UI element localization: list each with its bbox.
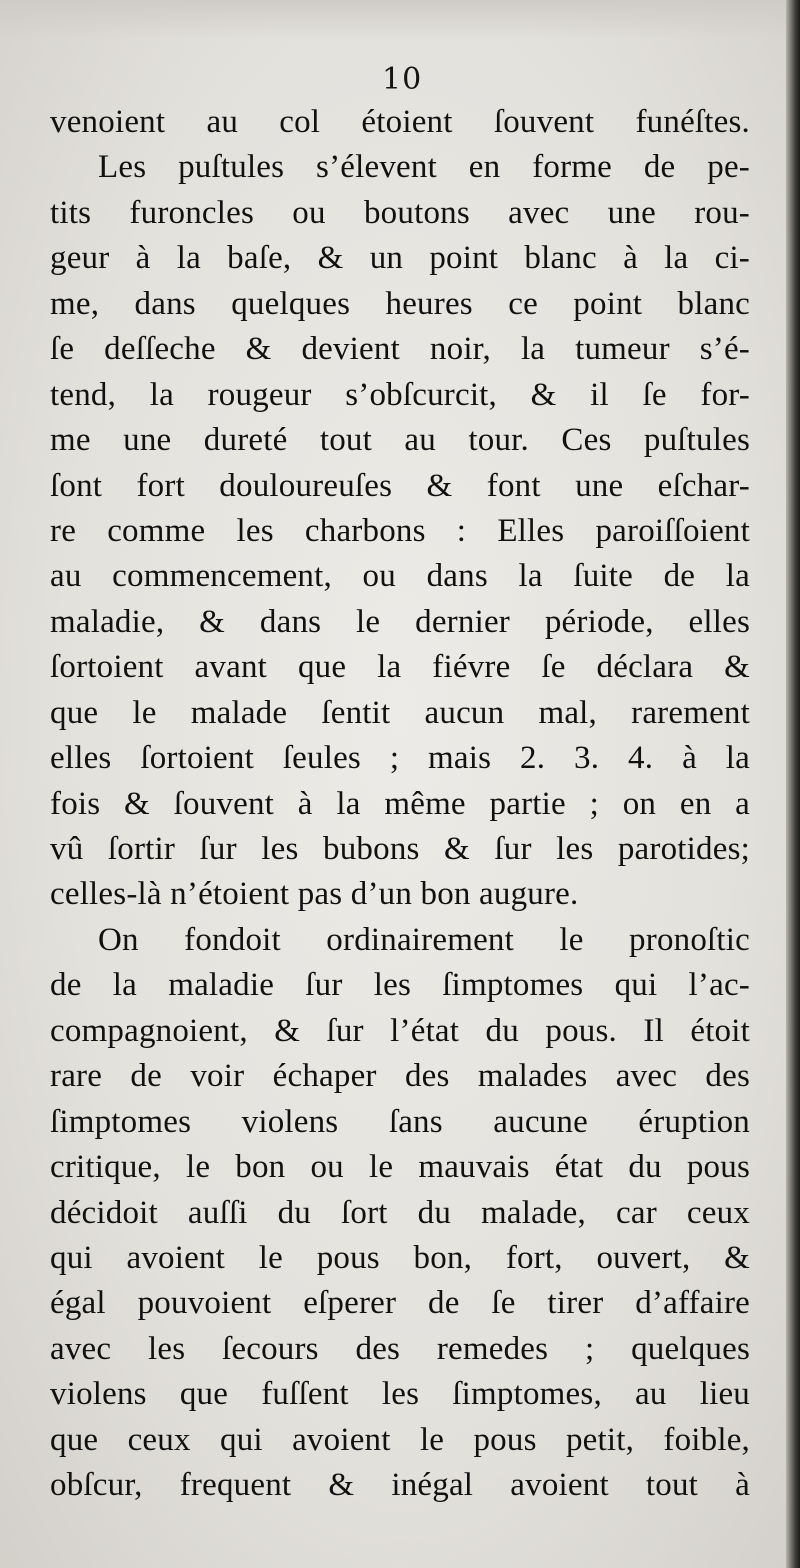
text-line: me une dureté tout au tour. Ces puſtules	[50, 422, 750, 459]
text-line: violens que fuſſent les ſimptomes, au lieu	[50, 1376, 750, 1413]
text-line: tend, la rougeur s’obſcurcit, & il ſe for-	[50, 376, 750, 413]
text-line: elles ſortoient ſeules ; mais 2. 3. 4. à la	[50, 740, 750, 777]
page-top-shadow	[0, 0, 800, 40]
text-line: fois & ſouvent à la même partie ; on en a	[50, 785, 750, 822]
text-line: ſimptomes violens ſans aucune éruption	[50, 1103, 750, 1140]
text-line: critique, le bon ou le mauvais état du pous	[50, 1149, 750, 1186]
page-number: 10	[382, 62, 423, 97]
text-line: avec les ſecours des remedes ; quelques	[50, 1330, 750, 1367]
text-line: maladie, & dans le dernier période, elles	[50, 603, 750, 640]
text-line: me, dans quelques heures ce point blanc	[50, 285, 750, 322]
book-spine-edge	[786, 0, 800, 1568]
text-line: obſcur, frequent & inégal avoient tout à	[50, 1467, 750, 1504]
text-line: que le malade ſentit aucun mal, rarement	[50, 694, 750, 731]
text-line: qui avoient le pous bon, fort, ouvert, &	[50, 1239, 750, 1276]
text-line: On fondoit ordinairement le pronoſtic	[98, 921, 750, 958]
text-line: au commencement, ou dans la ſuite de la	[50, 558, 750, 595]
text-line: geur à la baſe, & un point blanc à la ci-	[50, 240, 750, 277]
text-line: tits furoncles ou boutons avec une rou-	[50, 194, 750, 231]
text-line: rare de voir échaper des malades avec des	[50, 1058, 750, 1095]
text-line: vû ſortir ſur les bubons & ſur les parotides;	[50, 831, 750, 867]
text-line: re comme les charbons : Elles paroiſſoient	[50, 512, 750, 549]
text-line: Les puſtules s’élevent en forme de pe-	[98, 149, 750, 186]
text-line: venoient au col étoient ſouvent funéſtes.	[50, 104, 750, 140]
text-line: compagnoient, & ſur l’état du pous. Il étoit	[50, 1012, 750, 1049]
text-line: de la maladie ſur les ſimptomes qui l’ac-	[50, 967, 750, 1004]
text-line: que ceux qui avoient le pous petit, foible,	[50, 1421, 750, 1458]
text-line: ſortoient avant que la fiévre ſe déclara &	[50, 649, 750, 686]
page-body-text	[50, 100, 750, 1509]
text-line: celles-là n’étoient pas d’un bon augure.	[50, 876, 579, 913]
text-line: ſont fort douloureuſes & font une eſchar-	[50, 467, 750, 504]
text-line: égal pouvoient eſperer de ſe tirer d’affaire	[50, 1285, 750, 1322]
text-line: ſe deſſeche & devient noir, la tumeur s’é-	[50, 331, 750, 368]
text-line: décidoit auſſi du ſort du malade, car ceux	[50, 1194, 750, 1231]
